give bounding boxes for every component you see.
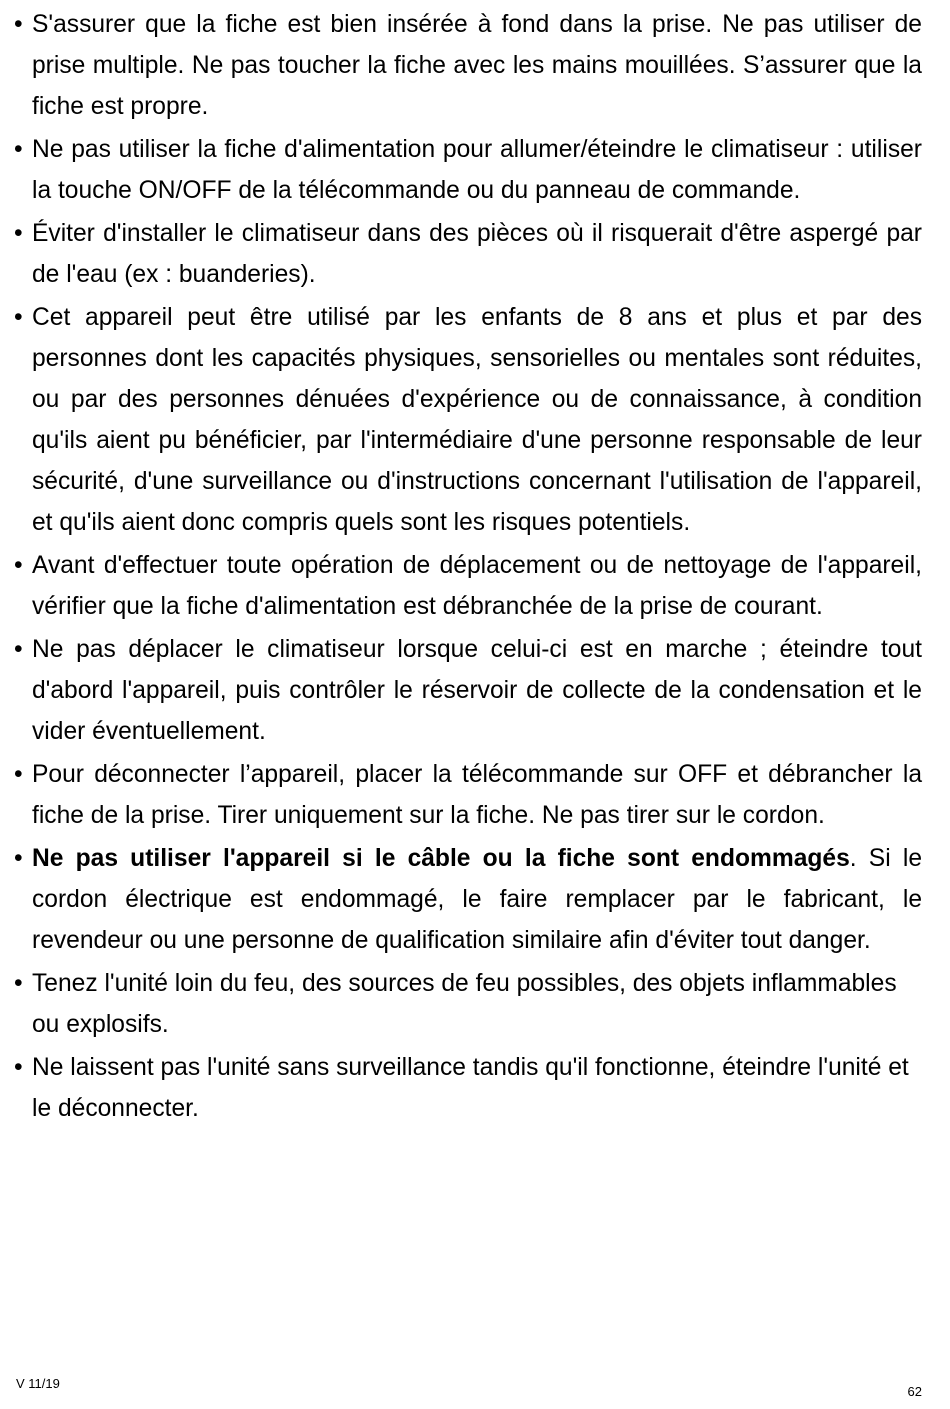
bullet-icon: • — [14, 1054, 23, 1081]
bullet-icon: • — [14, 304, 23, 331]
list-item — [14, 4, 922, 127]
list-item-bold-text: Ne pas utiliser l'appareil si le câble ou la fiche sont endommagés — [32, 845, 850, 872]
list-item-text: Pour déconnecter l’appareil, placer la télécommande sur OFF et débrancher la fiche de la prise. Tirer uniquement sur la fiche. Ne pas tirer sur le cordon. — [32, 761, 922, 829]
list-item-text: Ne pas déplacer le climatiseur lorsque celui-ci est en marche ; éteindre tout d'abord l'appareil, puis contrôler le réservoir de collecte de la condensation et le vider éventuellement. — [32, 636, 922, 745]
list-item — [14, 297, 922, 543]
list-item-text: Ne laissent pas l'unité sans surveillance tandis qu'il fonctionne, éteindre l'unité et le déconnecter. — [32, 1054, 909, 1122]
list-item-text: Tenez l'unité loin du feu, des sources de feu possibles, des objets inflammables ou explosifs. — [32, 970, 897, 1038]
bullet-icon: • — [14, 11, 23, 38]
list-item-text: Ne pas utiliser la fiche d'alimentation pour allumer/éteindre le climatiseur : utiliser la touche ON/OFF de la télécommande ou du panneau de commande. — [32, 136, 922, 204]
list-item-text: . Si le cordon électrique est endommagé, le faire remplacer par le fabricant, le revendeur ou une personne de qualification similaire afin d'éviter tout danger. — [32, 845, 923, 954]
list-item — [14, 1047, 922, 1129]
list-item-text: Cet appareil peut être utilisé par les enfants de 8 ans et plus et par des personnes dont les capacités physiques, sensorielles ou mentales sont réduites, ou par des personnes dénuées d'expérience ou de connaissance, à condition qu'ils aient pu bénéficier, par l'intermédiaire d'une personne responsable de leur sécurité, d'une surveillance ou d'instructions concernant l'utilisation de l'appareil, et qu'ils aient donc compris quels sont les risques potentiels. — [32, 304, 922, 536]
bullet-icon: • — [14, 636, 23, 663]
list-item — [14, 838, 922, 961]
list-item-text: S'assurer que la fiche est bien insérée à fond dans la prise. Ne pas utiliser de prise multiple. Ne pas toucher la fiche avec les mains mouillées. S’assurer que la fiche est propre. — [32, 11, 922, 120]
bullet-icon: • — [14, 970, 23, 997]
bullet-icon: • — [14, 761, 23, 788]
list-item — [14, 629, 922, 752]
list-item-text: Éviter d'installer le climatiseur dans des pièces où il risquerait d'être aspergé par de l'eau (ex : buanderies). — [32, 220, 922, 288]
list-item — [14, 545, 922, 627]
safety-instructions-list — [14, 4, 922, 1131]
bullet-icon: • — [14, 220, 23, 247]
list-item — [14, 754, 922, 836]
list-item — [14, 213, 922, 295]
version-label: V 11/19 — [16, 1376, 60, 1391]
list-item — [14, 129, 922, 211]
list-item-text: Avant d'effectuer toute opération de déplacement ou de nettoyage de l'appareil, vérifier que la fiche d'alimentation est débranchée de la prise de courant. — [32, 552, 922, 620]
bullet-icon: • — [14, 136, 23, 163]
page-number: 62 — [907, 1384, 922, 1399]
list-item — [14, 963, 922, 1045]
bullet-icon: • — [14, 845, 23, 872]
bullet-icon: • — [14, 552, 23, 579]
